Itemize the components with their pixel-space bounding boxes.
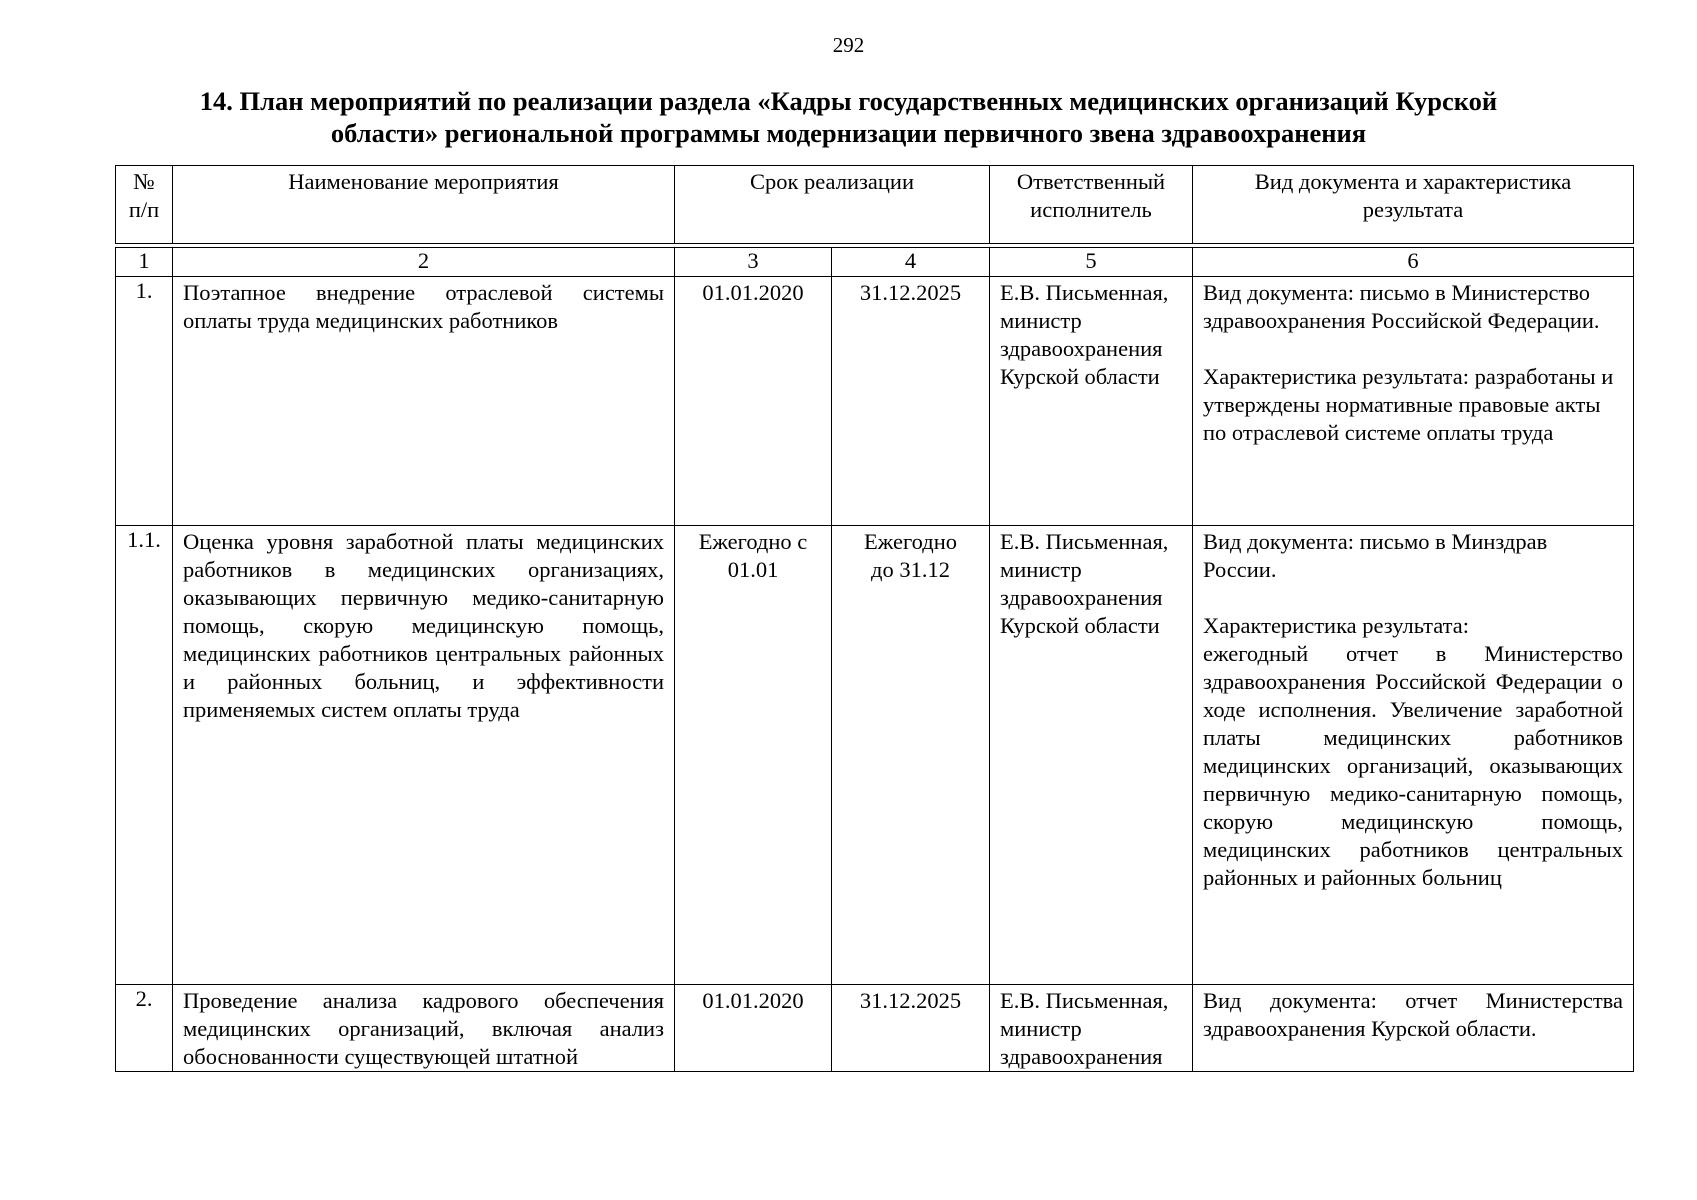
row-number: 2. bbox=[116, 985, 173, 1072]
title-line-1: 14. План мероприятий по реализации раздела «Кадры государственных медицинских организаций Курской bbox=[199, 86, 1498, 116]
column-number: 4 bbox=[832, 248, 990, 277]
activity-name: Оценка уровня заработной платы медицинских работников в медицинских организациях, оказывающих первичную медико-санитарную помощь, скорую медицинскую помощь, медицинских работников центральных районных и районных больниц, и эффективности применяемых систем оплаты труда bbox=[173, 526, 675, 985]
result-cell bbox=[1193, 277, 1634, 526]
title-line-2: области» региональной программы модернизации первичного звена здравоохранения bbox=[330, 118, 1367, 148]
column-number: 3 bbox=[675, 248, 832, 277]
document-type: Вид документа: письмо в Министерство здравоохранения Российской Федерации. bbox=[1203, 280, 1600, 333]
start-date: 01.01.2020 bbox=[675, 985, 832, 1072]
column-number: 6 bbox=[1193, 248, 1634, 277]
executor: Е.В. Письменная, министр здравоохранения Курской области bbox=[990, 526, 1193, 985]
end-date: 31.12.2025 bbox=[832, 277, 990, 526]
row-number: 1. bbox=[116, 277, 173, 526]
activity-name: Проведение анализа кадрового обеспечения медицинских организаций, включая анализ обоснованности существующей штатной bbox=[173, 985, 675, 1072]
page-number: 292 bbox=[832, 33, 865, 57]
result-label: Характеристика результата: bbox=[1203, 613, 1469, 638]
header-term: Срок реализации bbox=[675, 166, 990, 244]
header-executor: Ответственный исполнитель bbox=[990, 166, 1193, 244]
document-type: Вид документа: письмо в Минздрав России. bbox=[1203, 529, 1548, 582]
table-row bbox=[116, 985, 1634, 1072]
document-title bbox=[0, 85, 1697, 149]
plan-table bbox=[115, 247, 1634, 1072]
header-result: Вид документа и характеристика результата bbox=[1193, 166, 1634, 244]
document-type: Вид документа: отчет Министерства здравоохранения Курской области. bbox=[1193, 985, 1634, 1072]
table-header bbox=[115, 165, 1634, 244]
column-number: 5 bbox=[990, 248, 1193, 277]
header-name: Наименование мероприятия bbox=[173, 166, 675, 244]
header-num: № п/п bbox=[116, 166, 173, 244]
end-date: 31.12.2025 bbox=[832, 985, 990, 1072]
executor: Е.В. Письменная, министр здравоохранения bbox=[990, 985, 1193, 1072]
column-number-row bbox=[116, 248, 1634, 277]
end-date: Ежегодно до 31.12 bbox=[832, 526, 990, 985]
start-date: 01.01.2020 bbox=[675, 277, 832, 526]
table-row bbox=[116, 526, 1634, 985]
column-number: 1 bbox=[116, 248, 173, 277]
start-date: Ежегодно с 01.01 bbox=[675, 526, 832, 985]
activity-name: Поэтапное внедрение отраслевой системы оплаты труда медицинских работников bbox=[173, 277, 675, 526]
result-cell bbox=[1193, 526, 1634, 985]
row-number: 1.1. bbox=[116, 526, 173, 985]
table-row bbox=[116, 277, 1634, 526]
result-description: Характеристика результата: разработаны и утверждены нормативные правовые акты по отраслевой системе оплаты труда bbox=[1203, 364, 1614, 445]
column-number: 2 bbox=[173, 248, 675, 277]
executor: Е.В. Письменная, министр здравоохранения Курской области bbox=[990, 277, 1193, 526]
result-description: ежегодный отчет в Министерство здравоохранения Российской Федерации о ходе исполнения. Увеличение заработной платы медицинских работников медицинских организаций, оказывающих первичную медико-санитарную помощь, скорую медицинскую помощь, медицинских работников центральных районных и районных больниц bbox=[1203, 641, 1623, 890]
